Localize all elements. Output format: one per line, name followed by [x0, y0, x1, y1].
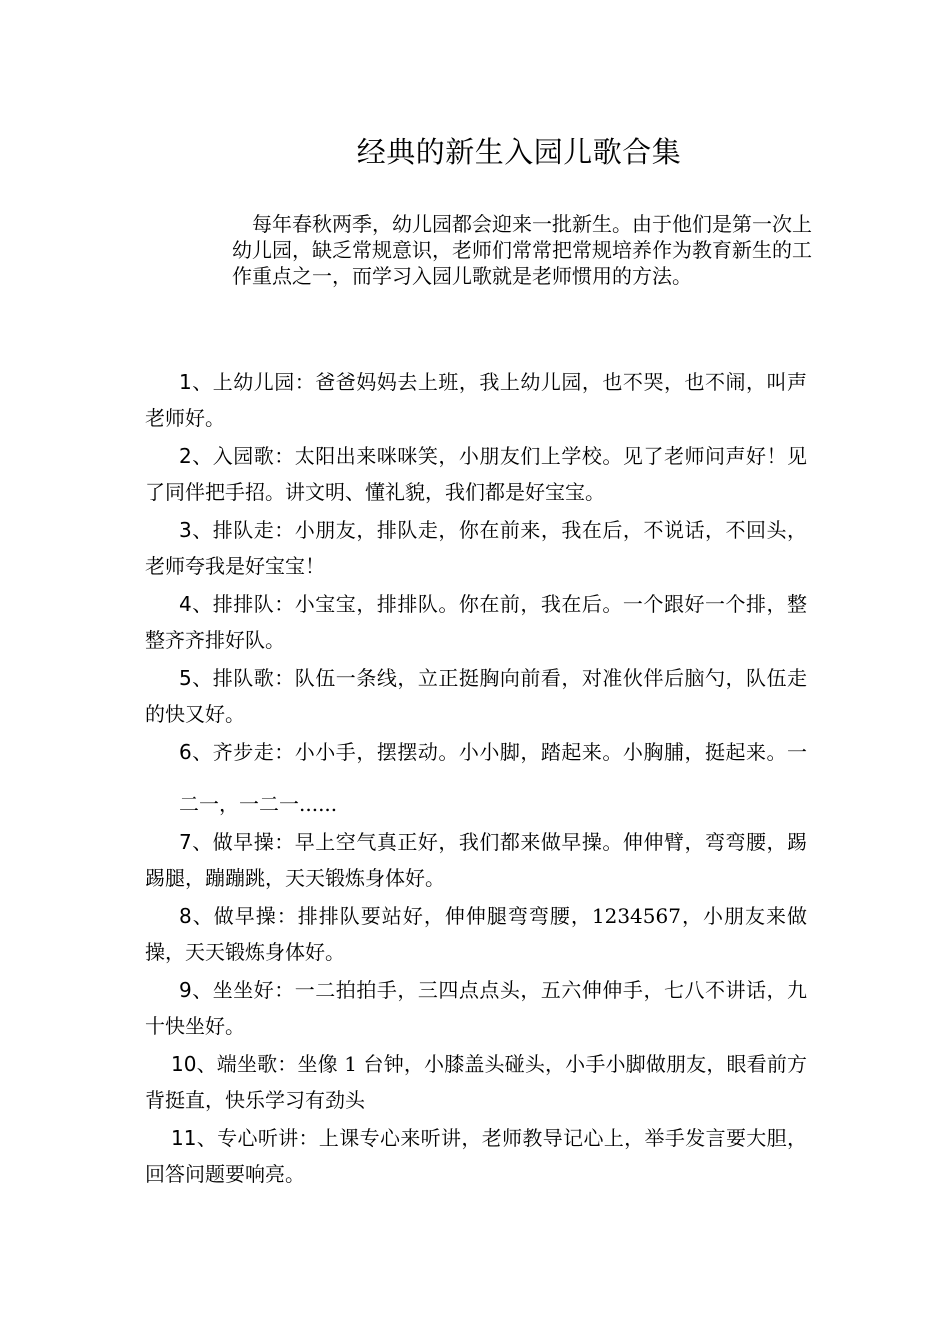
song-text: 、做早操：早上空气真正好，我们都来做早操。伸伸臂，弯弯腰，踢踢腿，蹦蹦跳，天天锻炼身体好。 [145, 830, 807, 890]
song-number: 1 [179, 370, 192, 394]
song-text: 、排队走：小朋友，排队走，你在前来，我在后，不说话，不回头，老师夸我是好宝宝！ [145, 518, 807, 578]
song-text: 、做早操：排排队要站好，伸伸腿弯弯腰，1234567，小朋友来做操，天天锻炼身体好。 [145, 904, 807, 964]
song-item-11 [145, 1120, 807, 1192]
song-number: 6 [179, 740, 192, 764]
song-item-3 [145, 512, 807, 584]
song-number: 8 [179, 904, 192, 928]
song-item-8 [145, 898, 807, 970]
song-number: 7 [179, 830, 192, 854]
song-text: 、坐坐好：一二拍拍手，三四点点头，五六伸伸手，七八不讲话，九十快坐好。 [145, 978, 807, 1038]
song-item-1 [145, 364, 807, 436]
song-number: 9 [179, 978, 192, 1002]
song-number: 2 [179, 444, 192, 468]
song-number: 3 [179, 518, 192, 542]
song-text: 、排队歌：队伍一条线，立正挺胸向前看，对准伙伴后脑勺，队伍走的快又好。 [145, 666, 807, 726]
song-number: 4 [179, 592, 192, 616]
song-text: 、排排队：小宝宝，排排队。你在前，我在后。一个跟好一个排，整整齐齐排好队。 [145, 592, 807, 652]
page-title: 经典的新生入园儿歌合集 [356, 135, 682, 169]
song-number: 11 [171, 1126, 197, 1150]
song-text: 、端坐歌：坐像 1 台钟，小膝盖头碰头，小手小脚做朋友，眼看前方背挺直，快乐学习有劲头 [145, 1052, 807, 1112]
song-number: 10 [171, 1052, 197, 1076]
song-list [145, 364, 807, 1194]
song-text: 、上幼儿园：爸爸妈妈去上班，我上幼儿园，也不哭，也不闹，叫声老师好。 [145, 370, 807, 430]
song-item-2 [145, 438, 807, 510]
song-item-4 [145, 586, 807, 658]
song-number: 5 [179, 666, 192, 690]
song-item-10 [145, 1046, 807, 1118]
song-item-6 [145, 734, 807, 822]
song-text: 、入园歌：太阳出来咪咪笑，小朋友们上学校。见了老师问声好！见了同伴把手招。讲文明、懂礼貌，我们都是好宝宝。 [145, 444, 807, 504]
song-item-9 [145, 972, 807, 1044]
song-text-continued: 二一，一二一...... [179, 792, 338, 816]
song-item-7 [145, 824, 807, 896]
song-text: 、齐步走：小小手，摆摆动。小小脚，踏起来。小胸脯，挺起来。一 [191, 740, 807, 764]
intro-paragraph: 每年春秋两季，幼儿园都会迎来一批新生。由于他们是第一次上幼儿园，缺乏常规意识，老师们常常把常规培养作为教育新生的工作重点之一，而学习入园儿歌就是老师惯用的方法。 [232, 212, 812, 288]
song-text: 、专心听讲：上课专心来听讲，老师教导记心上，举手发言要大胆，回答问题要响亮。 [145, 1126, 807, 1186]
song-item-5 [145, 660, 807, 732]
